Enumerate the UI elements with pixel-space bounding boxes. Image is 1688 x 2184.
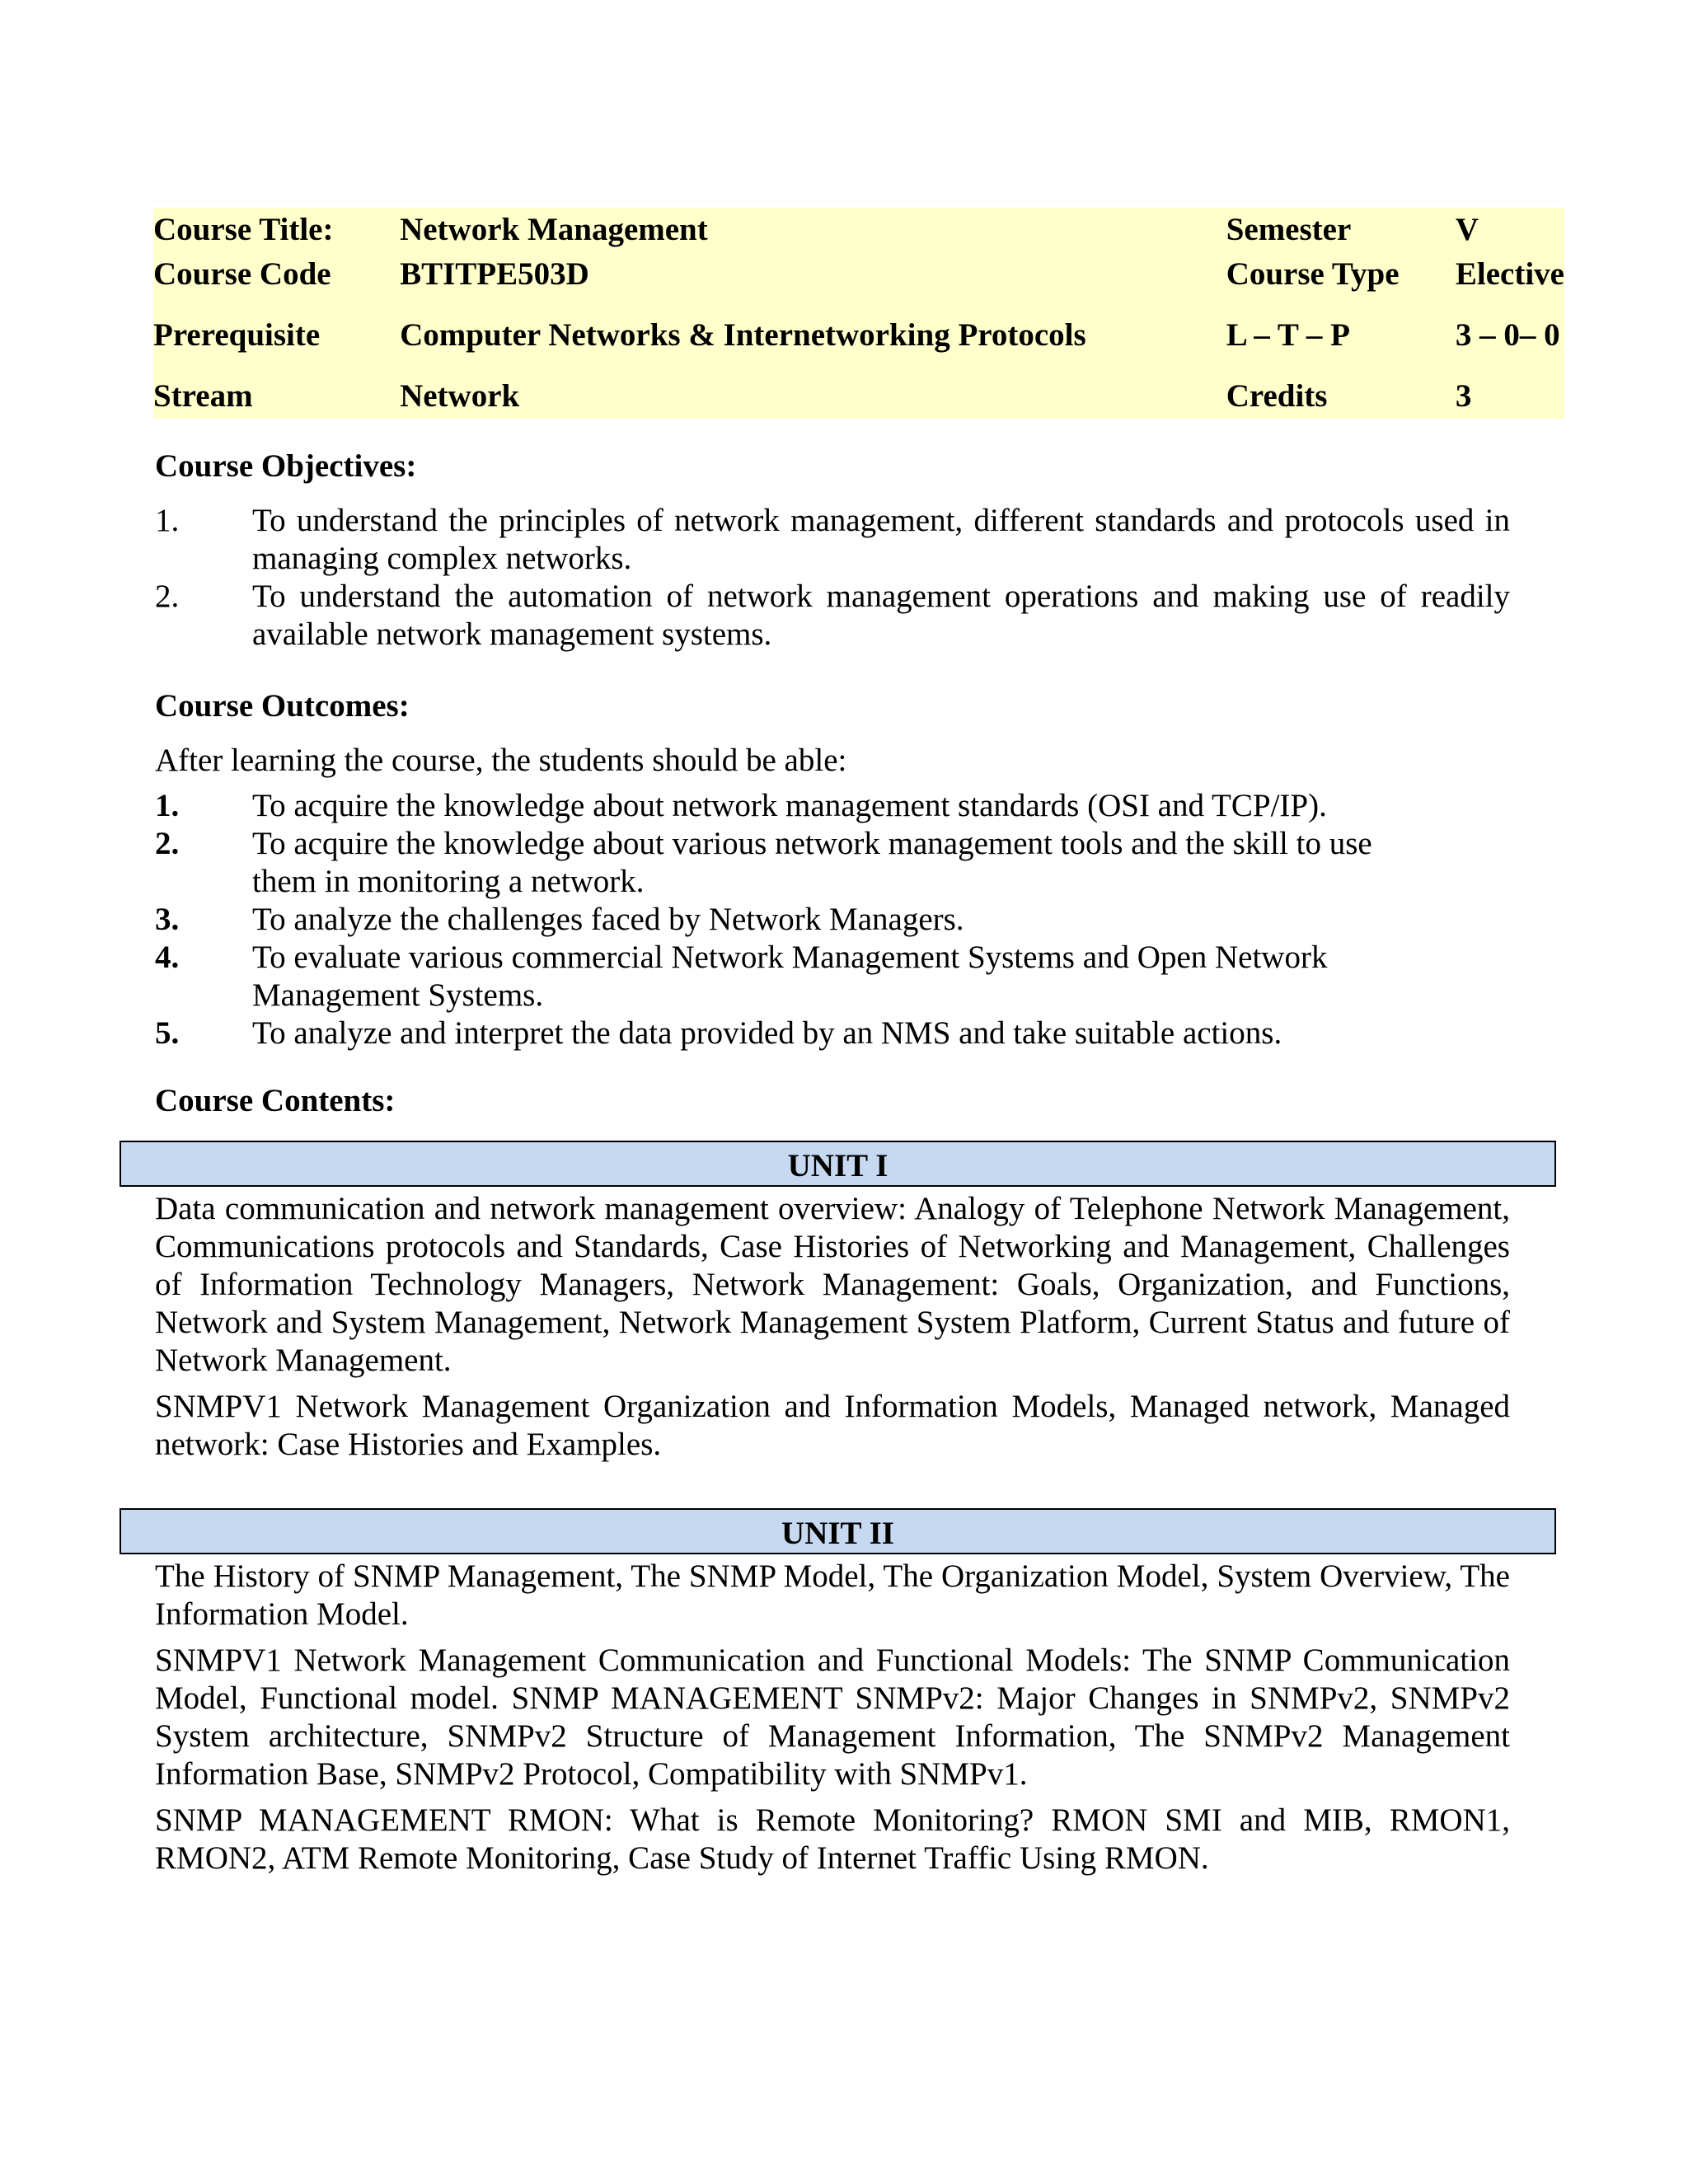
objectives-heading: Course Objectives: <box>155 448 417 484</box>
unit-paragraph: The History of SNMP Management, The SNMP Model, The Organization Model, System Overview, The Information Model. <box>155 1558 1510 1632</box>
list-text: To evaluate various commercial Network Management Systems and Open Network Management Systems. <box>252 940 1328 1013</box>
course-title-label: Course Title: <box>153 212 334 247</box>
course-code-label: Course Code <box>153 256 331 292</box>
ltp-label: L – T – P <box>1226 317 1350 353</box>
list-text: To understand the automation of network management operations and making use of readily available network management systems. <box>252 579 1510 652</box>
course-type-value: Elective <box>1455 256 1564 292</box>
semester-value: V <box>1455 212 1479 247</box>
list-item <box>155 1015 1441 1052</box>
list-number: 1. <box>155 503 180 538</box>
unit-paragraph: SNMPV1 Network Management Communication and Functional Models: The SNMP Communication Model, Functional model. SNMP MANAGEMENT SNMPv2: Major Changes in SNMPv2, SNMPv2 System architecture, SNMPv2 Structure of Management Information, The SNMPv2 Management Information Base, SNMPv2 Protocol, Compatibility with SNMPv1. <box>155 1643 1510 1792</box>
unit-1-body <box>155 1190 1510 1472</box>
info-row-prerequisite <box>153 297 1564 374</box>
list-number: 2. <box>155 826 180 861</box>
list-item <box>155 787 1441 825</box>
outcomes-list <box>155 787 1441 1052</box>
course-type-label: Course Type <box>1226 256 1400 292</box>
list-number: 2. <box>155 579 180 614</box>
course-info-table <box>153 208 1564 419</box>
list-text: To analyze and interpret the data provided by an NMS and take suitable actions. <box>252 1015 1282 1051</box>
unit-paragraph: Data communication and network management overview: Analogy of Telephone Network Management, Communications protocols and Standards, Case Histories of Networking and Management, Challenges of Information Technology Managers, Network Management: Goals, Organization, and Functions, Network and System Management, Network Management System Platform, Current Status and future of Network Management. <box>155 1191 1510 1378</box>
unit-2-body <box>155 1558 1510 1886</box>
stream-value: Network <box>400 378 520 414</box>
unit-1-header: UNIT I <box>120 1141 1556 1187</box>
prerequisite-value: Computer Networks & Internetworking Protocols <box>400 317 1086 353</box>
semester-label: Semester <box>1226 212 1352 247</box>
outcomes-intro: After learning the course, the students should be able: <box>155 743 847 778</box>
course-title-value: Network Management <box>400 212 708 247</box>
list-number: 3. <box>155 902 180 937</box>
unit-2-header: UNIT II <box>120 1508 1556 1554</box>
list-text: To analyze the challenges faced by Network Managers. <box>252 902 964 937</box>
list-number: 4. <box>155 940 180 975</box>
list-item <box>155 939 1441 1015</box>
ltp-value: 3 – 0– 0 <box>1455 317 1560 353</box>
list-item <box>155 901 1441 939</box>
prerequisite-label: Prerequisite <box>153 317 321 353</box>
list-item <box>155 502 1510 578</box>
list-text: To acquire the knowledge about various network management tools and the skill to use them in monitoring a network. <box>252 826 1372 899</box>
list-item <box>155 578 1510 654</box>
objectives-list <box>155 502 1510 654</box>
list-item <box>155 825 1441 901</box>
unit-paragraph: SNMPV1 Network Management Organization and Information Models, Managed network, Managed network: Case Histories and Examples. <box>155 1389 1510 1462</box>
info-row-title <box>153 208 1564 252</box>
credits-label: Credits <box>1226 378 1328 414</box>
list-text: To understand the principles of network management, different standards and protocols used in managing complex networks. <box>252 503 1510 576</box>
course-code-value: BTITPE503D <box>400 256 589 292</box>
list-text: To acquire the knowledge about network management standards (OSI and TCP/IP). <box>252 788 1327 823</box>
list-number: 1. <box>155 788 180 823</box>
unit-paragraph: SNMP MANAGEMENT RMON: What is Remote Monitoring? RMON SMI and MIB, RMON1, RMON2, ATM Remote Monitoring, Case Study of Internet Traffic Using RMON. <box>155 1802 1510 1876</box>
info-row-code <box>153 252 1564 297</box>
list-number: 5. <box>155 1015 180 1051</box>
outcomes-heading: Course Outcomes: <box>155 688 410 724</box>
stream-label: Stream <box>153 378 253 414</box>
contents-heading: Course Contents: <box>155 1083 396 1118</box>
credits-value: 3 <box>1455 378 1472 414</box>
info-row-stream <box>153 374 1564 419</box>
